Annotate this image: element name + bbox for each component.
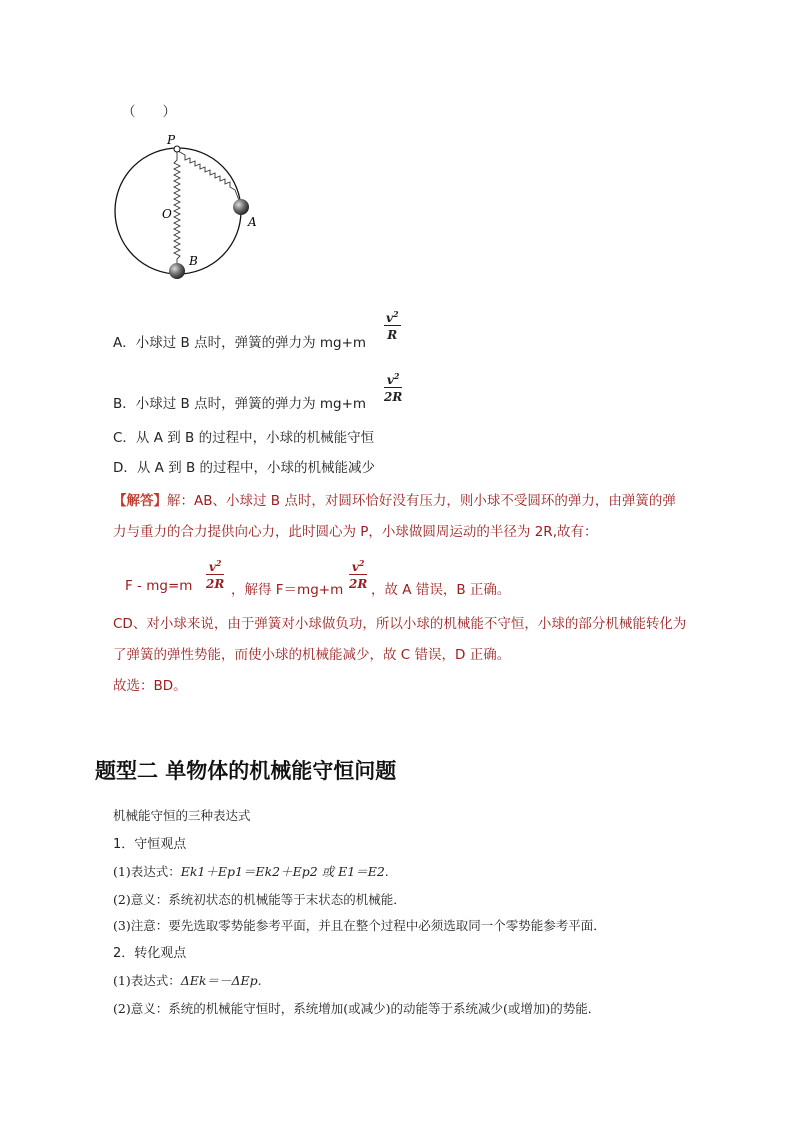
answer-line-5: 故选：BD。 (113, 678, 187, 694)
answer-eq-part-1: F - mg=m (125, 578, 193, 594)
answer-eq-part-2: ，解得 F＝mg+m (231, 582, 344, 598)
label-p: P (167, 133, 176, 147)
fraction-eq-2: $\frac{v^2}{2R}$ (349, 558, 368, 591)
answer-line-4: 了弹簧的弹性势能，而使小球的机械能减少，故 C 错误，D 正确。 (113, 647, 511, 663)
item2-expression: (1)表达式：ΔEk＝－ΔEp. (113, 973, 262, 988)
item1-title: 1．守恒观点 (113, 837, 187, 852)
item1-note: (3)注意：要先选取零势能参考平面，并且在整个过程中必须选取同一个零势能参考平面． (113, 918, 606, 933)
fraction-a: $\frac{v^2}{R}$ (386, 309, 399, 342)
ball-a (233, 199, 249, 215)
answer-eq-part-3: ，故 A 错误，B 正确。 (371, 582, 511, 598)
answer-line-3: CD、对小球来说，由于弹簧对小球做负功，所以小球的机械能不守恒，小球的部分机械能转化为 (113, 616, 687, 632)
ball-b (169, 263, 185, 279)
item1-formula: Ek1＋Ep1＝Ek2＋Ep2 或 E1＝E2. (180, 864, 389, 879)
option-d: D．从 A 到 B 的过程中，小球的机械能减少 (113, 460, 376, 476)
answer-line-2: 力与重力的合力提供向心力，此时圆心为 P，小球做圆周运动的半径为 2R,故有： (113, 524, 598, 540)
section-title: 题型二 单物体的机械能守恒问题 (95, 759, 397, 783)
label-o: O (162, 207, 172, 221)
label-b: B (189, 254, 198, 268)
item2-meaning: (2)意义：系统的机械能守恒时，系统增加(或减少)的动能等于系统减少(或增加)的势能． (113, 1001, 601, 1016)
fraction-eq-1: $\frac{v^2}{2R}$ (206, 558, 225, 591)
circle-spring-figure (105, 130, 265, 290)
answer-tag: 【解答】 (113, 493, 167, 509)
question-blank: （ ） (122, 104, 176, 120)
option-b: B．小球过 B 点时，弹簧的弹力为 mg+m (113, 396, 367, 412)
fraction-b: $\frac{v^2}{2R}$ (384, 371, 403, 404)
item2-title: 2．转化观点 (113, 946, 187, 961)
item1-meaning: (2)意义：系统初状态的机械能等于末状态的机械能． (113, 892, 406, 907)
spring-pb (174, 152, 180, 266)
item2-formula: ΔEk＝－ΔEp. (180, 973, 262, 988)
section-subtitle: 机械能守恒的三种表达式 (113, 808, 251, 823)
option-a: A．小球过 B 点时，弹簧的弹力为 mg+m (113, 335, 367, 351)
label-a: A (248, 215, 257, 229)
option-c: C．从 A 到 B 的过程中，小球的机械能守恒 (113, 430, 375, 446)
item1-expression: (1)表达式：Ek1＋Ep1＝Ek2＋Ep2 或 E1＝E2. (113, 864, 389, 879)
answer-line-1: 【解答】解：AB、小球过 B 点时，对圆环恰好没有压力，则小球不受圆环的弹力，由弹簧的弹 (113, 493, 676, 509)
